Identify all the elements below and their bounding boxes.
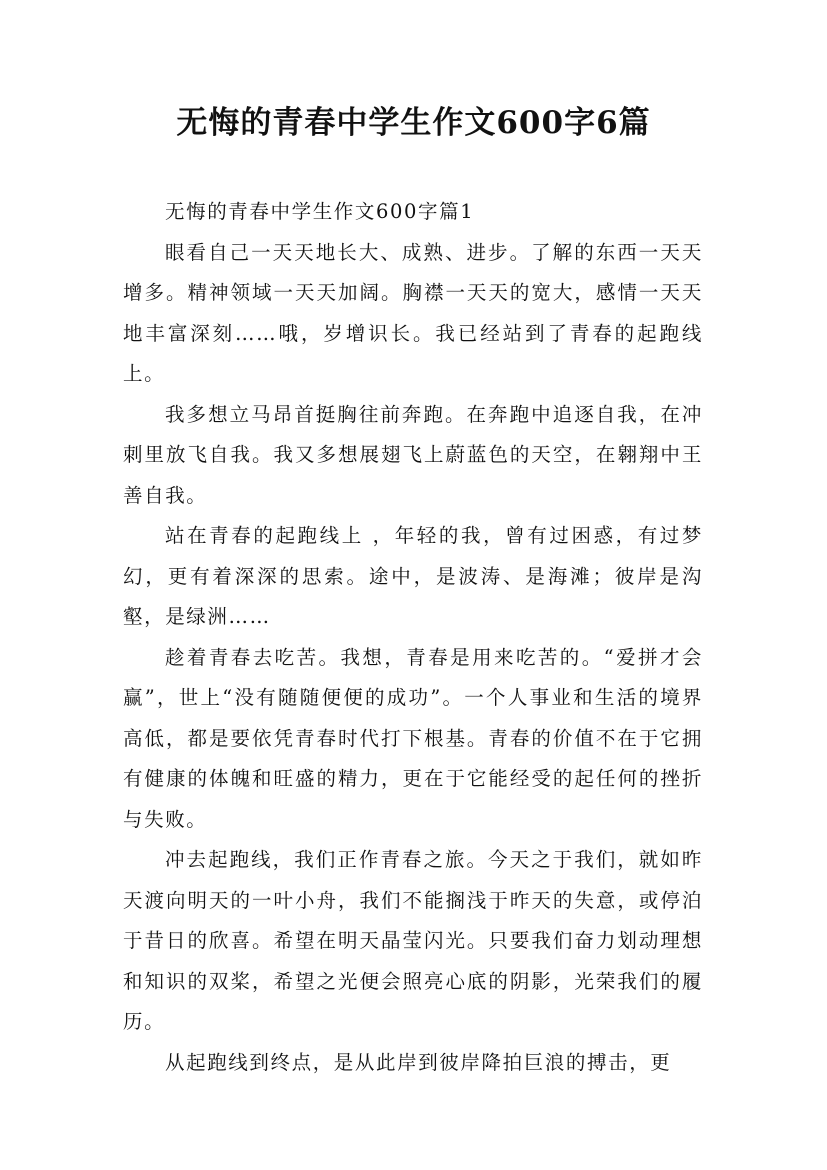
document-body	[123, 192, 703, 1083]
paragraph-1: 眼看自己一天天地长大、成熟、进步。了解的东西一天天增多。精神领域一天天加阔。胸襟一天天的宽大，感情一天天地丰富深刻……哦，岁增识长。我已经站到了青春的起跑线上。	[123, 240, 703, 385]
paragraph-5: 冲去起跑线，我们正作青春之旅。今天之于我们，就如昨天渡向明天的一叶小舟，我们不能搁浅于昨天的失意，或停泊于昔日的欣喜。希望在明天晶莹闪光。只要我们奋力划动理想和知识的双桨，希望之光便会照亮心底的阴影，光荣我们的履历。	[123, 848, 703, 1033]
paragraph-3: 站在青春的起跑线上 ，年轻的我，曾有过困惑，有过梦幻，更有着深深的思索。途中，是波涛、是海滩；彼岸是沟壑，是绿洲……	[123, 524, 703, 628]
paragraph-4: 趁着青春去吃苦。我想，青春是用来吃苦的。“爱拼才会赢”，世上“没有随随便便的成功”。一个人事业和生活的境界高低，都是要依凭青春时代打下根基。青春的价值不在于它拥有健康的体魄和旺盛的精力，更在于它能经受的起任何的挫折与失败。	[123, 645, 703, 831]
document-title: 无悔的青春中学生作文600字6篇	[176, 105, 651, 141]
essay-subtitle: 无悔的青春中学生作文600字篇1	[165, 200, 475, 223]
paragraph-6: 从起跑线到终点，是从此岸到彼岸降拍巨浪的搏击，更	[165, 1050, 672, 1074]
paragraph-2: 我多想立马昂首挺胸往前奔跑。在奔跑中追逐自我，在冲刺里放飞自我。我又多想展翅飞上蔚蓝色的天空，在翱翔中王善自我。	[123, 402, 703, 507]
